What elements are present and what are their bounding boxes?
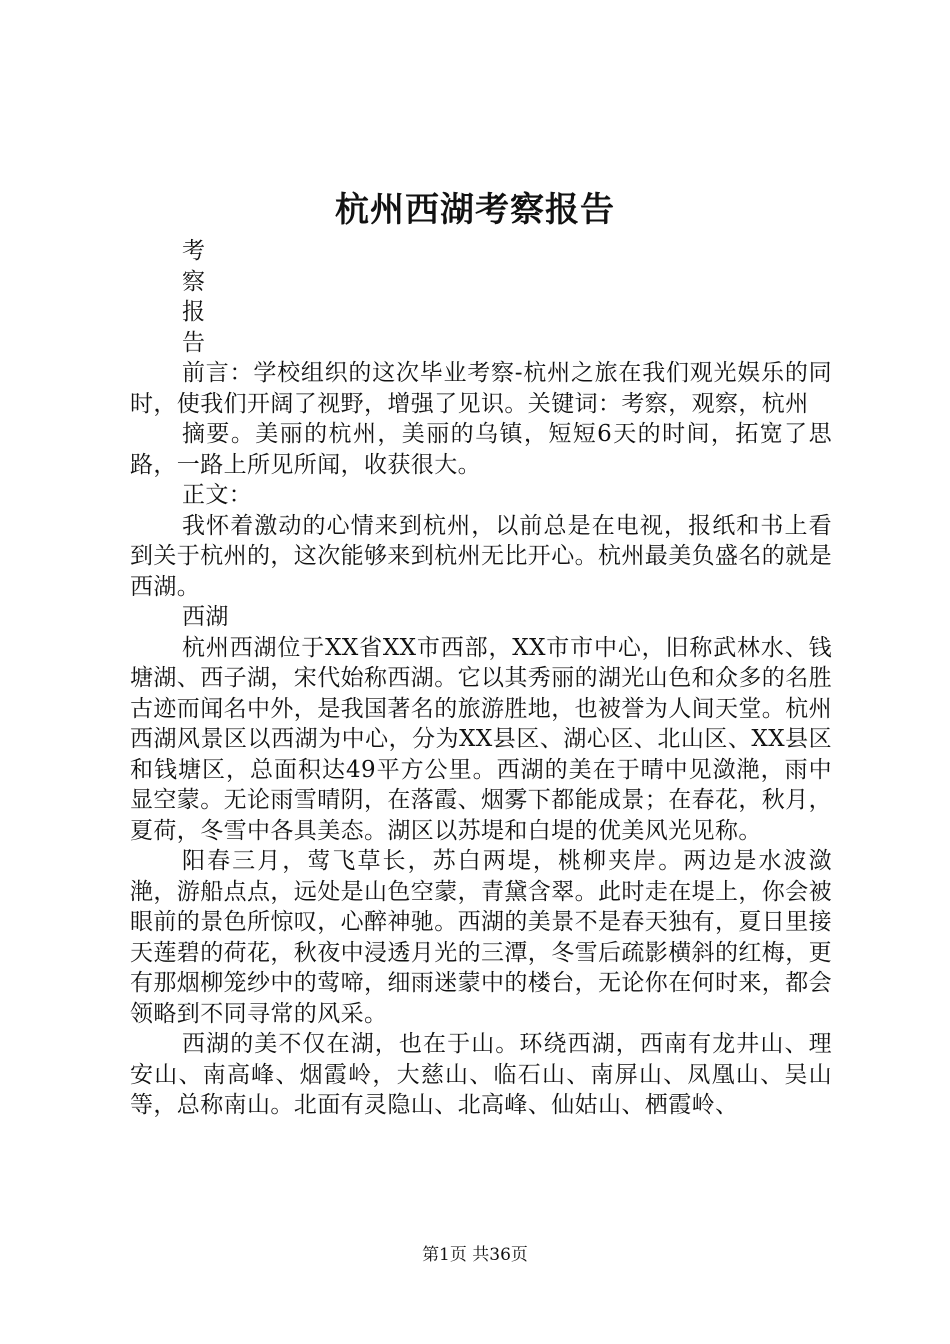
page-footer: 第1页 共36页: [422, 1245, 528, 1265]
document-title: 杭州西湖考察报告: [335, 190, 615, 230]
paragraph-main-heading: 正文：: [182, 482, 253, 508]
section-heading-west-lake: 西湖: [182, 604, 229, 630]
paragraph-intro: 我怀着激动的心情来到杭州，以前总是在电视，报纸和书上看到关于杭州的，这次能够来到杭州无比开心。杭州最美负盛名的就是西湖。: [130, 512, 832, 600]
paragraph-spring: 阳春三月，莺飞草长，苏白两堤，桃柳夹岸。两边是水波潋滟，游船点点，远处是山色空蒙，青黛含翠。此时走在堤上，你会被眼前的景色所惊叹，心醉神驰。西湖的美景不是春天独有，夏日里接天莲碧的荷花，秋夜中浸透月光的三潭，冬雪后疏影横斜的红梅，更有那烟柳笼纱中的莺啼，细雨迷蒙中的楼台，无论你在何时来，都会领略到不同寻常的风采。: [130, 848, 832, 1027]
vertical-char: 告: [182, 329, 206, 356]
paragraph-abstract: 摘要。美丽的杭州，美丽的乌镇，短短6天的时间，拓宽了思路，一路上所见所闻，收获很大。: [130, 421, 832, 478]
vertical-char: 察: [182, 268, 206, 295]
document-body: [130, 236, 832, 1121]
paragraph-preface: 前言：学校组织的这次毕业考察-杭州之旅在我们观光娱乐的同时，使我们开阔了视野，增强了见识。关键词：考察，观察，杭州: [130, 360, 832, 417]
vertical-char: 考: [182, 238, 206, 264]
paragraph-west-lake: 杭州西湖位于XX省XX市西部，XX市市中心，旧称武林水、钱塘湖、西子湖，宋代始称西湖。它以其秀丽的湖光山色和众多的名胜古迹而闻名中外，是我国著名的旅游胜地，也被誉为人间天堂。杭州西湖风景区以西湖为中心，分为XX县区、湖心区、北山区、XX县区和钱塘区，总面积达49平方公里。西湖的美在于晴中见潋滟，雨中显空蒙。无论雨雪晴阴，在落霞、烟雾下都能成景；在春花，秋月，夏荷，冬雪中各具美态。湖区以苏堤和白堤的优美风光见称。: [130, 634, 832, 844]
paragraph-mountains: 西湖的美不仅在湖，也在于山。环绕西湖，西南有龙井山、理安山、南高峰、烟霞岭，大慈山、临石山、南屏山、凤凰山、吴山等，总称南山。北面有灵隐山、北高峰、仙姑山、栖霞岭、: [130, 1031, 832, 1118]
vertical-char: 报: [182, 299, 206, 325]
